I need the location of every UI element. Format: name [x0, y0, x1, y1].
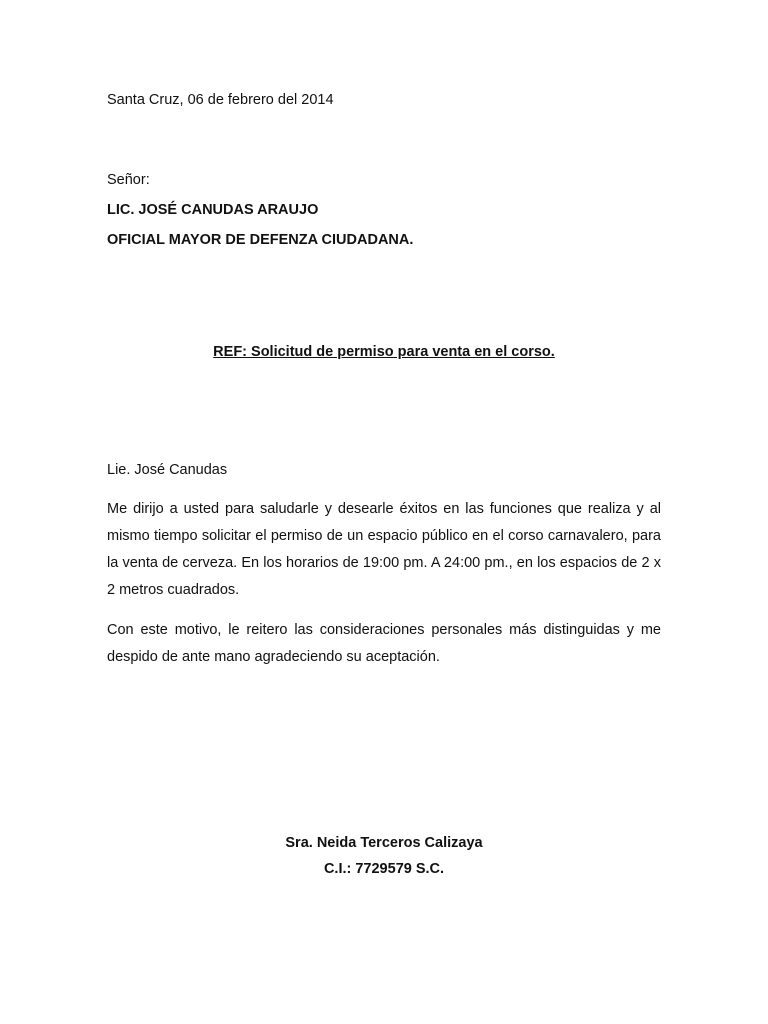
recipient-title: OFICIAL MAYOR DE DEFENZA CIUDADANA. [107, 232, 414, 248]
greeting: Lie. José Canudas [107, 462, 228, 478]
recipient-name: LIC. JOSÉ CANUDAS ARAUJO [107, 202, 319, 218]
reference-text: REF: Solicitud de permiso para venta en el corso. [213, 344, 555, 360]
reference-line [0, 343, 768, 361]
signature-name: Sra. Neida Terceros Calizaya [285, 835, 483, 851]
body-paragraph-2: Con este motivo, le reitero las consideraciones personales más distinguidas y me despido de ante mano agradeciendo su aceptación. [107, 622, 661, 665]
date-line: Santa Cruz, 06 de febrero del 2014 [107, 92, 334, 108]
body-paragraph-1: Me dirijo a usted para saludarle y desearle éxitos en las funciones que realiza y al mismo tiempo solicitar el permiso de un espacio público en el corso carnavalero, para la venta de cerveza. En los horarios de 19:00 pm. A 24:00 pm., en los espacios de 2 x 2 metros cuadrados. [107, 501, 661, 598]
salutation: Señor: [107, 172, 150, 188]
signature-id: C.I.: 7729579 S.C. [323, 861, 445, 877]
